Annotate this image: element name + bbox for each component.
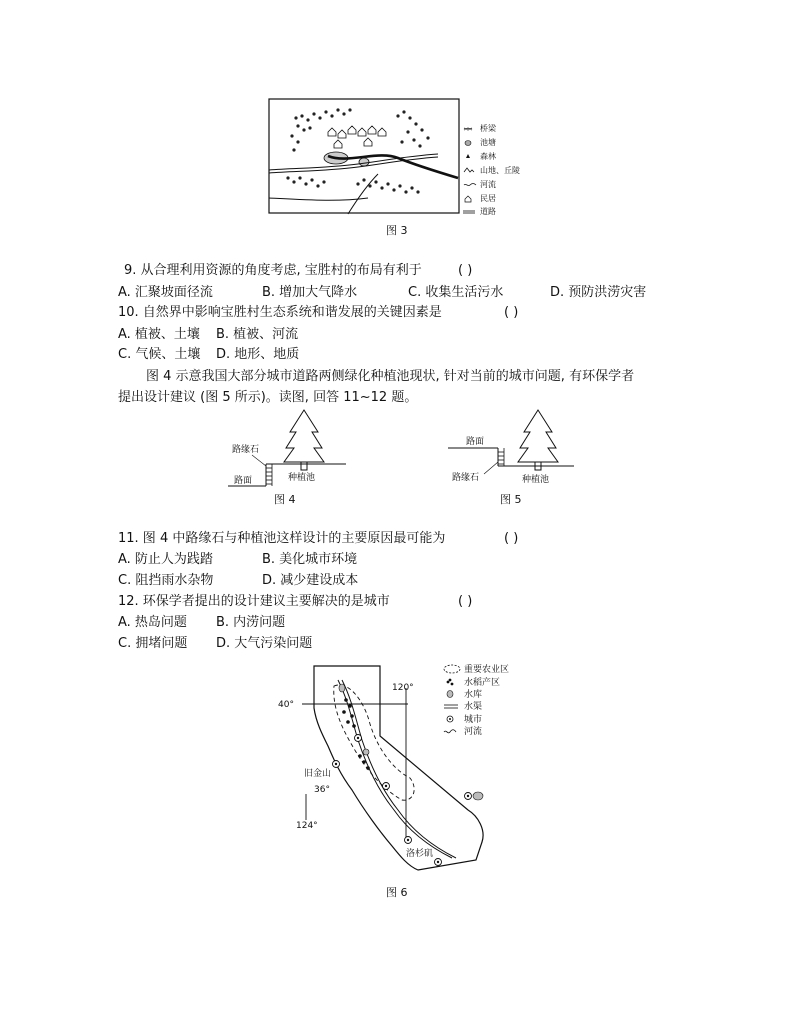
q12-option-b[interactable]: B. 内涝问题 — [216, 615, 286, 630]
fig4-road-label: 路面 — [234, 476, 253, 486]
fig6-legend-rice: 水稻产区 — [464, 678, 501, 688]
fig3-legend-house: 民居 — [480, 194, 496, 203]
question-11-stem: 11. 图 4 中路缘石与种植池这样设计的主要原因最可能为 — [118, 531, 446, 546]
q12-option-d[interactable]: D. 大气污染问题 — [216, 636, 313, 651]
fig3-legend-road: 道路 — [480, 207, 496, 216]
figure-3 — [268, 98, 528, 216]
fig6-legend-agri: 重要农业区 — [464, 665, 510, 675]
fig3-legend-bridge: 桥梁 — [480, 124, 496, 133]
q10-option-a[interactable]: A. 植被、土壤 — [118, 327, 200, 342]
figure-6-map — [268, 660, 538, 880]
figure-4-diagram — [226, 404, 350, 498]
fig3-legend-river: 河流 — [480, 180, 496, 189]
question-10-stem: 10. 自然界中影响宝胜村生态系统和谐发展的关键因素是 — [118, 305, 442, 320]
fig6-city-sf: 旧金山 — [304, 769, 332, 779]
q10-option-b[interactable]: B. 植被、河流 — [216, 327, 299, 342]
q11-option-d[interactable]: D. 减少建设成本 — [262, 573, 359, 588]
fig6-lat-40: 40° — [278, 700, 294, 710]
question-10-answer-blank[interactable]: ( ) — [504, 305, 519, 320]
question-9-stem: 9. 从合理利用资源的角度考虑, 宝胜村的布局有利于 — [124, 263, 422, 278]
question-12-answer-blank[interactable]: ( ) — [458, 594, 473, 609]
fig6-city-la: 洛杉矶 — [406, 849, 434, 859]
q10-option-d[interactable]: D. 地形、地质 — [216, 347, 300, 362]
figure-3-legend — [463, 123, 520, 216]
fig3-legend-hills: 山地、丘陵 — [480, 166, 520, 175]
q11-option-a[interactable]: A. 防止人为践踏 — [118, 552, 213, 567]
q11-option-c[interactable]: C. 阻挡雨水杂物 — [118, 573, 214, 588]
figure-4-caption: 图 4 — [274, 493, 296, 506]
fig6-legend-river: 河流 — [464, 727, 483, 737]
fig5-pool-label: 种植池 — [522, 475, 550, 485]
fig4-pool-label: 种植池 — [288, 473, 316, 483]
intro-line-2: 提出设计建议 (图 5 所示)。读图, 回答 11~12 题。 — [118, 390, 418, 405]
figure-5-caption: 图 5 — [500, 493, 522, 506]
q12-option-a[interactable]: A. 热岛问题 — [118, 615, 187, 630]
figure-6 — [268, 660, 538, 880]
figure-4 — [226, 404, 350, 498]
figure-6-caption: 图 6 — [386, 886, 408, 899]
figure-5 — [446, 404, 578, 498]
figure-3-caption: 图 3 — [386, 224, 408, 237]
q9-option-a[interactable]: A. 汇聚坡面径流 — [118, 285, 213, 300]
q11-option-b[interactable]: B. 美化城市环境 — [262, 552, 358, 567]
fig6-lon-124: 124° — [296, 821, 318, 831]
figure-6-legend — [444, 663, 509, 737]
fig3-legend-pond: 池塘 — [480, 138, 496, 147]
question-12-stem: 12. 环保学者提出的设计建议主要解决的是城市 — [118, 594, 390, 609]
question-11-answer-blank[interactable]: ( ) — [504, 531, 519, 546]
fig6-lat-36: 36° — [314, 785, 330, 795]
figure-3-map — [268, 98, 528, 216]
fig4-curb-label: 路缘石 — [232, 445, 260, 455]
fig6-lon-120: 120° — [392, 683, 414, 693]
intro-line-1: 图 4 示意我国大部分城市道路两侧绿化种植池现状, 针对当前的城市问题, 有环保学者 — [146, 369, 635, 384]
fig3-legend-forest: 森林 — [480, 152, 496, 161]
q10-option-c[interactable]: C. 气候、土壤 — [118, 347, 201, 362]
q9-option-b[interactable]: B. 增加大气降水 — [262, 285, 358, 300]
fig6-legend-reservoir: 水库 — [464, 690, 483, 700]
q9-option-c[interactable]: C. 收集生活污水 — [408, 285, 504, 300]
fig5-curb-label: 路缘石 — [452, 473, 480, 483]
figure-5-diagram — [446, 404, 578, 498]
fig5-road-label: 路面 — [466, 437, 485, 447]
fig6-legend-city: 城市 — [464, 715, 483, 725]
q12-option-c[interactable]: C. 拥堵问题 — [118, 636, 188, 651]
q9-option-d[interactable]: D. 预防洪涝灾害 — [550, 285, 647, 300]
question-9-answer-blank[interactable]: ( ) — [458, 263, 473, 278]
fig6-legend-canal: 水渠 — [464, 702, 483, 712]
